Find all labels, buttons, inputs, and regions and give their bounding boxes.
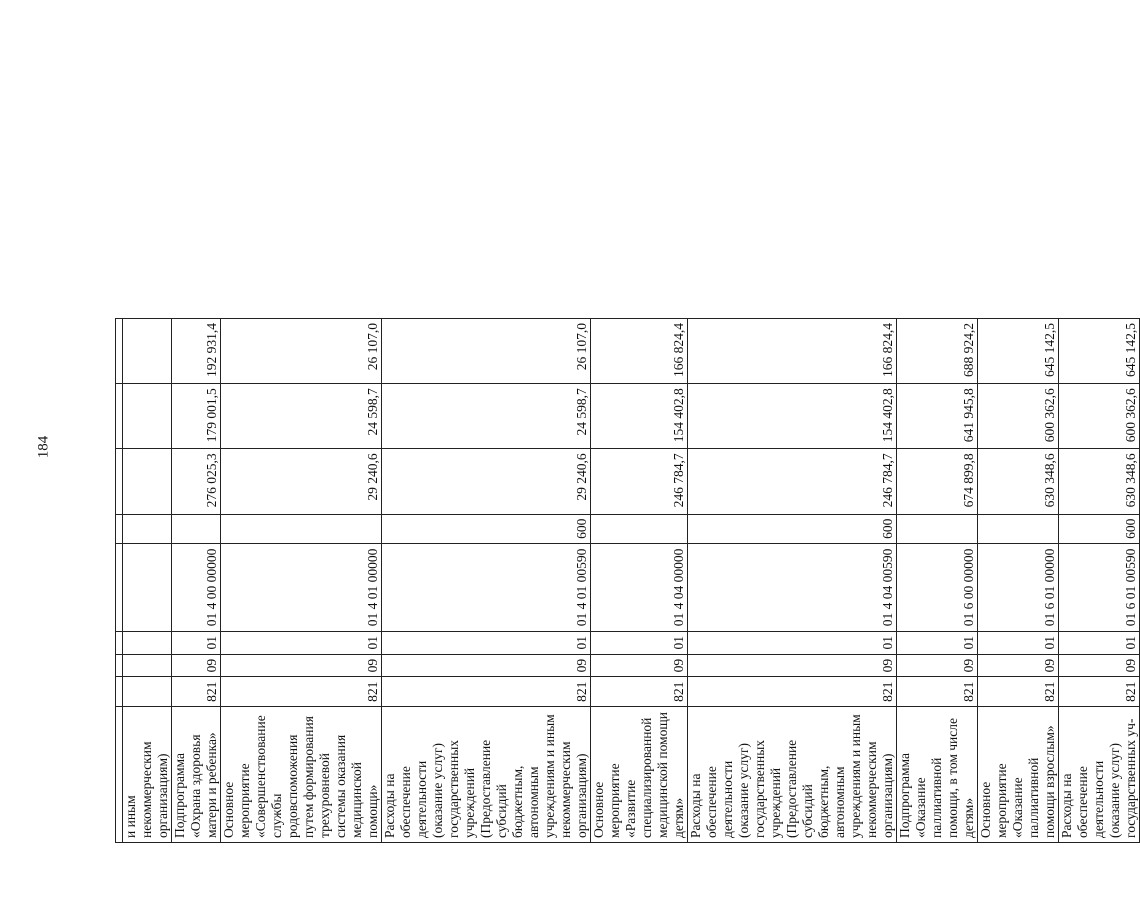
section-code-cell: 09 — [978, 654, 1059, 677]
table-body — [116, 319, 1140, 843]
table-row — [978, 319, 1059, 843]
section-code-cell: 09 — [382, 654, 591, 677]
admin-code-cell: 821 — [591, 677, 688, 707]
target-code-cell: 01 6 01 00000 — [978, 544, 1059, 632]
amount-year1-cell: 246 784,7 — [688, 449, 897, 514]
section-code-cell: 09 — [591, 654, 688, 677]
amount-year3-cell: 192 931,4 — [172, 319, 221, 384]
table-header-row — [116, 319, 123, 843]
amount-year3-cell: 645 142,5 — [1059, 319, 1140, 384]
target-code-cell: 01 6 00 00000 — [897, 544, 978, 632]
page-number: 184 — [35, 435, 52, 459]
expense-type-cell — [123, 514, 172, 544]
amount-year1-cell: 630 348,6 — [978, 449, 1059, 514]
expense-type-cell — [978, 514, 1059, 544]
target-code-cell: 01 4 00 00000 — [172, 544, 221, 632]
amount-year1-cell: 276 025,3 — [172, 449, 221, 514]
row-name-cell: Подпрограмма «Охрана здоровья матери и ребенка» — [172, 706, 221, 842]
amount-year1-cell — [123, 449, 172, 514]
target-code-cell: 01 6 01 00590 — [1059, 544, 1140, 632]
row-name-cell: Основное мероприятие «Совершенствование службы родовспоможения путем формирования трехуровневой системы оказания медицинской помощи» — [221, 706, 382, 842]
admin-code-cell — [123, 677, 172, 707]
row-name-cell: Подпрограмма «Оказание паллиативной помощи, в том числе детям» — [897, 706, 978, 842]
subsection-code-cell: 01 — [1059, 631, 1140, 654]
subsection-code-cell: 01 — [172, 631, 221, 654]
expense-type-cell: 600 — [1059, 514, 1140, 544]
section-code-cell: 09 — [1059, 654, 1140, 677]
table-row — [172, 319, 221, 843]
amount-year3-cell — [123, 319, 172, 384]
row-name-cell: Расходы на обеспечение деятельности (оказание услуг) государственных учреждений (Предоставление субсидий бюджетным, автономным учреждениям и иным некоммерческим организациям) — [688, 706, 897, 842]
section-code-cell: 09 — [221, 654, 382, 677]
amount-year2-cell: 600 362,6 — [978, 384, 1059, 449]
admin-code-cell: 821 — [1059, 677, 1140, 707]
amount-year1-cell: 674 899,8 — [897, 449, 978, 514]
amount-year1-cell: 246 784,7 — [591, 449, 688, 514]
admin-code-cell: 821 — [978, 677, 1059, 707]
section-code-cell: 09 — [172, 654, 221, 677]
amount-year3-cell: 688 924,2 — [897, 319, 978, 384]
admin-code-cell: 821 — [688, 677, 897, 707]
expense-type-cell: 600 — [688, 514, 897, 544]
amount-year2-cell: 641 945,8 — [897, 384, 978, 449]
row-name-cell: Расходы на обеспечение деятельности (оказание услуг) государственных учреждений (Предоставление субсидий бюджетным, автономным учреждениям и иным некоммерческим организациям) — [382, 706, 591, 842]
row-name-cell: Основное мероприятие «Оказание паллиативной помощи взрослым» — [978, 706, 1059, 842]
subsection-code-cell: 01 — [897, 631, 978, 654]
subsection-code-cell: 01 — [978, 631, 1059, 654]
amount-year3-cell: 166 824,4 — [688, 319, 897, 384]
amount-year2-cell: 24 598,7 — [221, 384, 382, 449]
table-row — [123, 319, 172, 843]
amount-year2-cell: 179 001,5 — [172, 384, 221, 449]
budget-table — [115, 318, 1140, 843]
amount-year3-cell: 166 824,4 — [591, 319, 688, 384]
amount-year1-cell: 630 348,6 — [1059, 449, 1140, 514]
admin-code-cell: 821 — [382, 677, 591, 707]
amount-year3-cell: 26 107,0 — [382, 319, 591, 384]
amount-year1-cell: 29 240,6 — [382, 449, 591, 514]
target-code-cell: 01 4 04 00000 — [591, 544, 688, 632]
amount-year2-cell: 154 402,8 — [688, 384, 897, 449]
target-code-cell: 01 4 01 00000 — [221, 544, 382, 632]
amount-year2-cell: 600 362,6 — [1059, 384, 1140, 449]
target-code-cell: 01 4 04 00590 — [688, 544, 897, 632]
subsection-code-cell: 01 — [688, 631, 897, 654]
table-row — [1059, 319, 1140, 843]
expense-type-cell — [897, 514, 978, 544]
amount-year1-cell: 29 240,6 — [221, 449, 382, 514]
table-row — [897, 319, 978, 843]
table-row — [382, 319, 591, 843]
expense-type-cell — [172, 514, 221, 544]
admin-code-cell: 821 — [897, 677, 978, 707]
section-code-cell — [123, 654, 172, 677]
subsection-code-cell — [123, 631, 172, 654]
target-code-cell: 01 4 01 00590 — [382, 544, 591, 632]
amount-year2-cell: 154 402,8 — [591, 384, 688, 449]
table-row — [221, 319, 382, 843]
amount-year2-cell: 24 598,7 — [382, 384, 591, 449]
expense-type-cell: 600 — [382, 514, 591, 544]
amount-year3-cell: 645 142,5 — [978, 319, 1059, 384]
amount-year3-cell: 26 107,0 — [221, 319, 382, 384]
row-name-cell: Расходы на обеспечение деятельности (оказание услуг) государственных уч- — [1059, 706, 1140, 842]
admin-code-cell: 821 — [172, 677, 221, 707]
row-name-cell: и иным некоммерческим организациям) — [123, 706, 172, 842]
subsection-code-cell: 01 — [221, 631, 382, 654]
expense-type-cell — [221, 514, 382, 544]
table-row — [591, 319, 688, 843]
row-name-cell: Основное мероприятие «Развитие специализированной медицинской помощи детям» — [591, 706, 688, 842]
table-row — [688, 319, 897, 843]
expense-type-cell — [591, 514, 688, 544]
subsection-code-cell: 01 — [591, 631, 688, 654]
subsection-code-cell: 01 — [382, 631, 591, 654]
section-code-cell: 09 — [688, 654, 897, 677]
target-code-cell — [123, 544, 172, 632]
admin-code-cell: 821 — [221, 677, 382, 707]
amount-year2-cell — [123, 384, 172, 449]
section-code-cell: 09 — [897, 654, 978, 677]
